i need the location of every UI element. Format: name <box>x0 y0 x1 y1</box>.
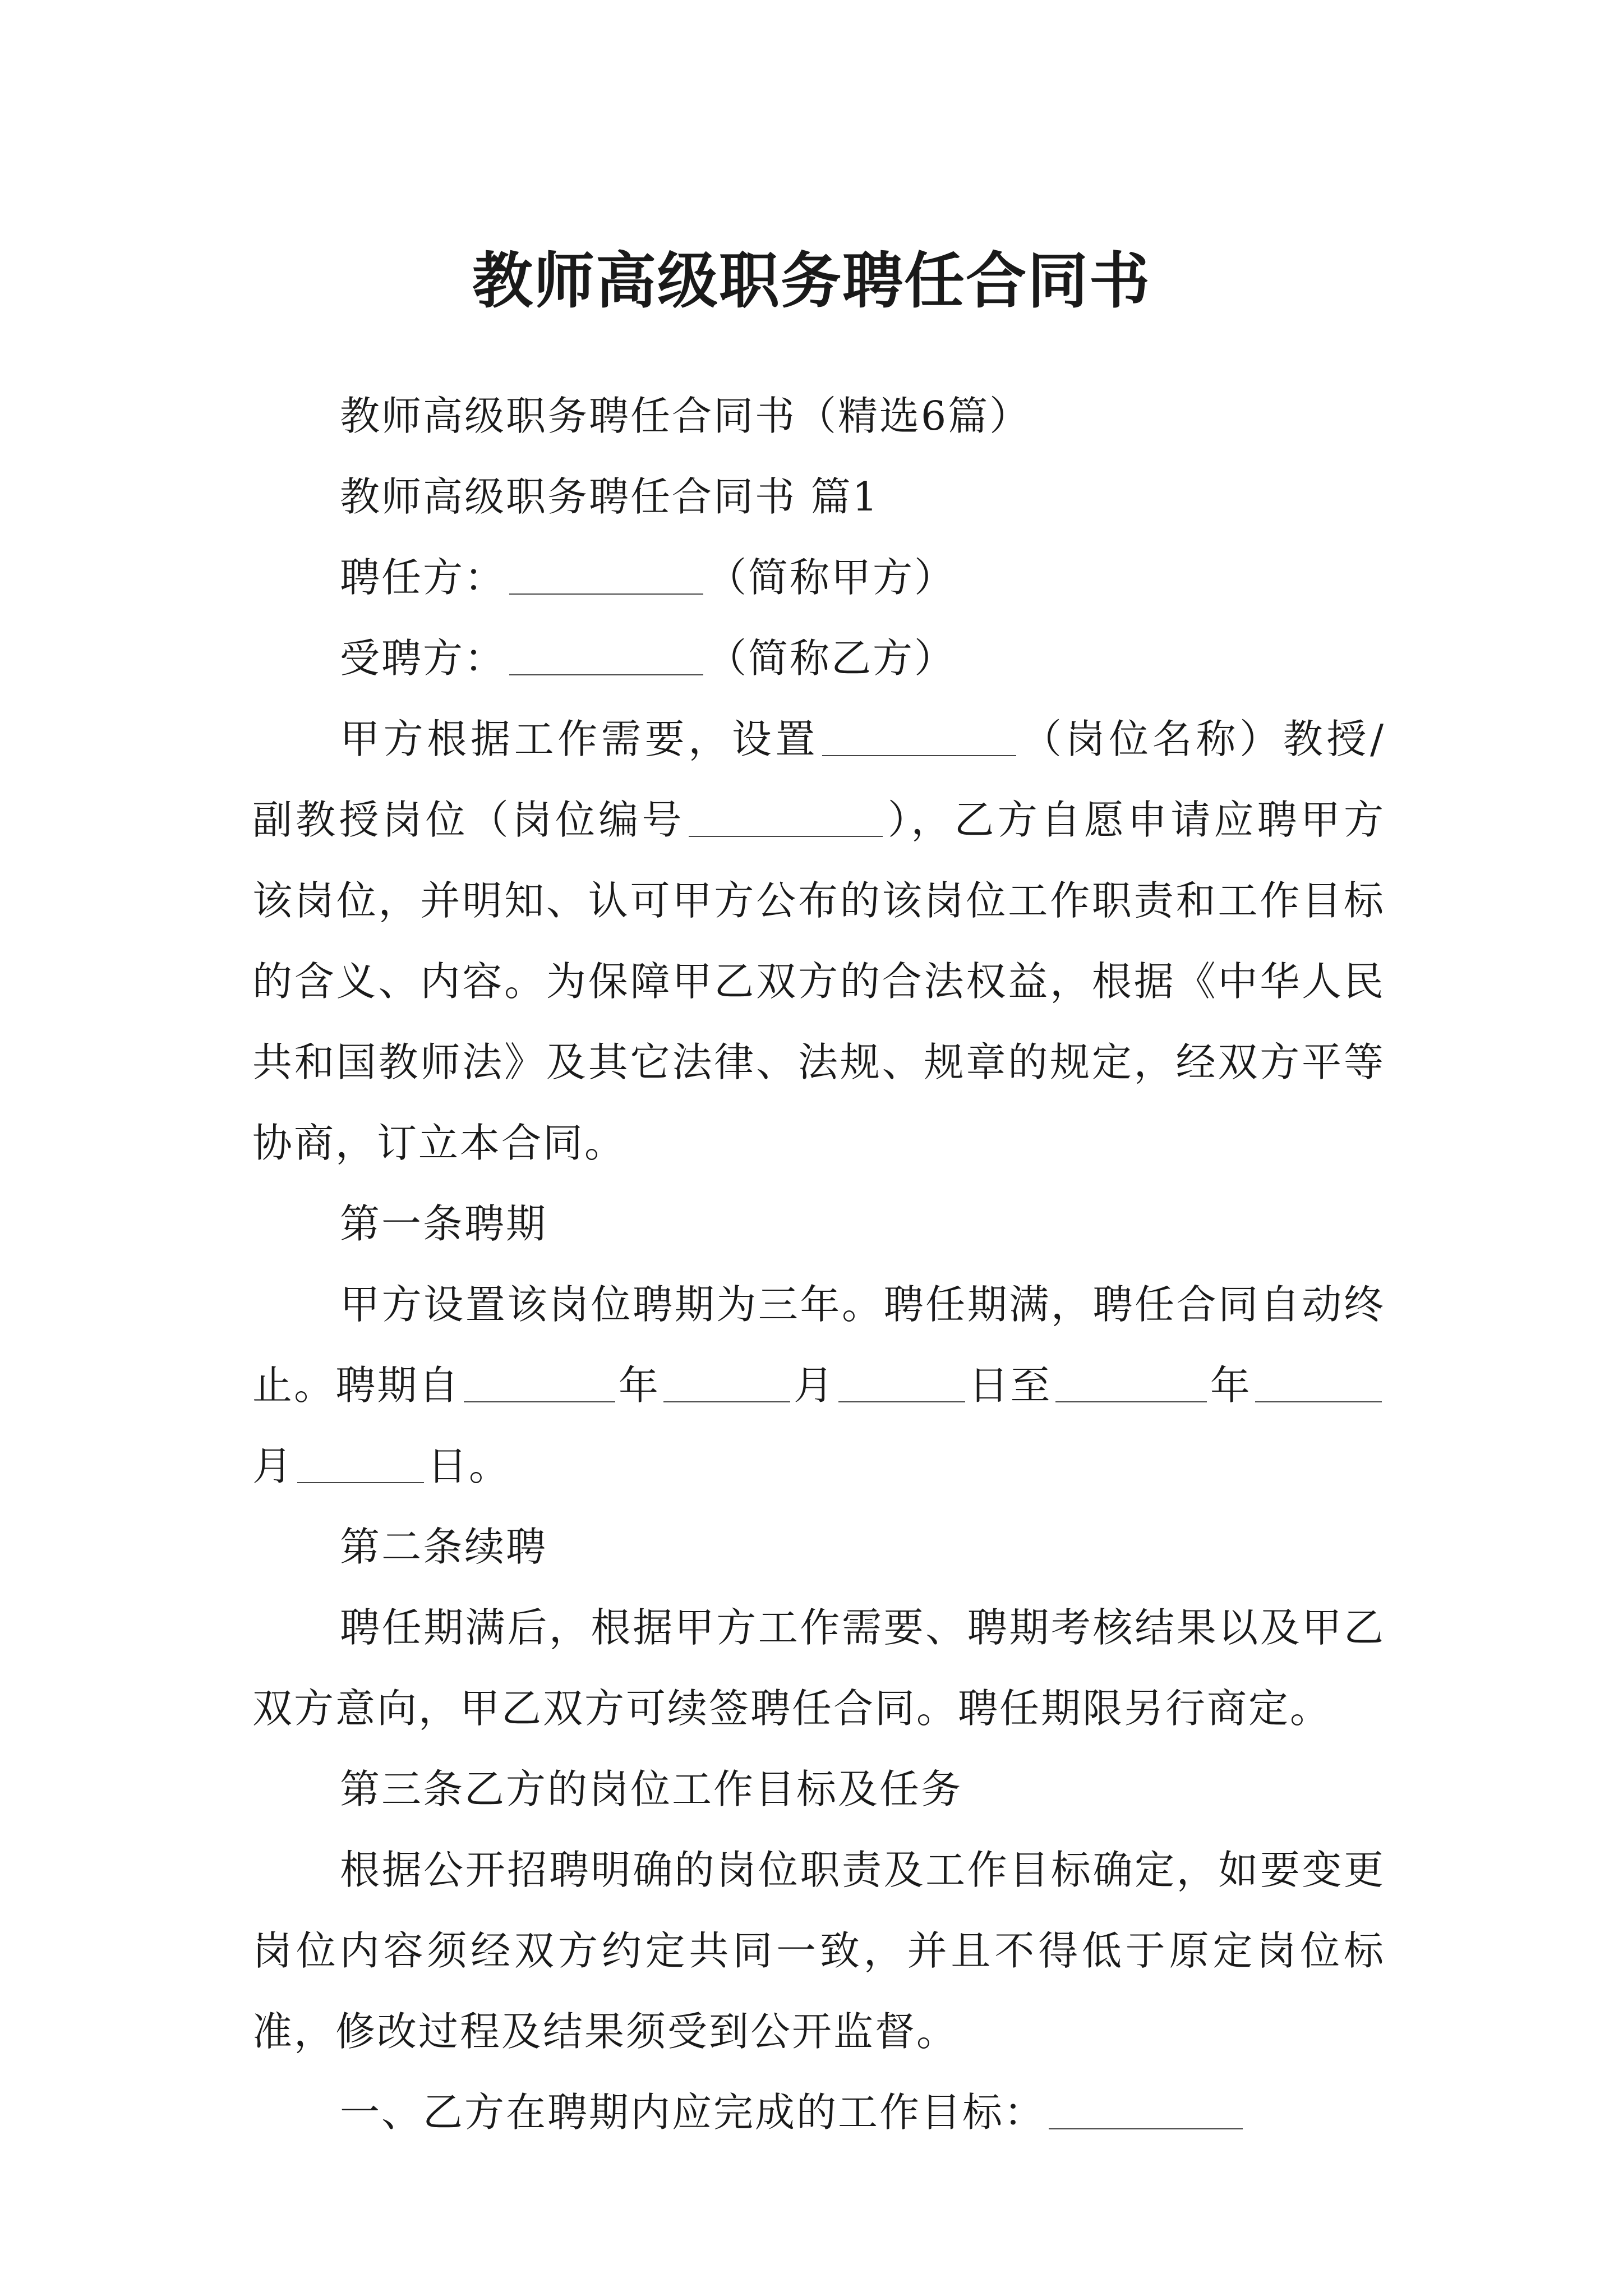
document-title: 教师高级职务聘任合同书 <box>472 246 1151 317</box>
section-heading: 教师高级职务聘任合同书 篇1 <box>340 473 879 520</box>
article3-heading: 第三条乙方的岗位工作目标及任务 <box>340 1766 963 1812</box>
article1-text: 甲方设置该岗位聘期为三年。聘任期满，聘任合同自动终止。聘期自 年 月 日至 年月 日。 <box>252 1281 1385 1489</box>
start-year-blank <box>464 1366 615 1402</box>
intro-paragraph: 甲方根据工作需要，设置 （岗位名称）教授/副教授岗位（岗位编号 ），乙方自愿申请应聘甲方该岗位，并明知、认可甲方公布的该岗位工作职责和工作目标的含义、内容。为保障甲乙双方的合法权益，根据《中华人民共和国教师法》及其它法律、法规、规章的规定，经双方平等协商，订立本合同。 <box>252 716 1385 1166</box>
position-number-blank <box>689 801 883 837</box>
start-month-blank <box>663 1366 790 1402</box>
document-body <box>252 376 1385 2153</box>
start-day-blank <box>838 1366 965 1402</box>
end-month-blank <box>1255 1366 1382 1402</box>
article1-heading: 第一条聘期 <box>340 1200 548 1247</box>
employer-blank <box>509 559 703 595</box>
employee-line: 受聘方： （简称乙方） <box>340 635 956 682</box>
position-name-blank <box>822 720 1016 756</box>
article3-text: 根据公开招聘明确的岗位职责及工作目标确定，如要变更岗位内容须经双方约定共同一致，并且不得低于原定岗位标准，修改过程及结果须受到公开监督。 <box>252 1847 1385 2055</box>
employee-blank <box>509 639 703 675</box>
item1-line: 一、乙方在聘期内应完成的工作目标： <box>252 2072 1385 2153</box>
end-year-blank <box>1055 1366 1207 1402</box>
subtitle: 教师高级职务聘任合同书（精选6篇） <box>340 393 1031 439</box>
employer-line: 聘任方： （简称甲方） <box>340 554 956 601</box>
article2-text: 聘任期满后，根据甲方工作需要、聘期考核结果以及甲乙双方意向，甲乙双方可续签聘任合同。聘任期限另行商定。 <box>252 1604 1385 1732</box>
end-day-blank <box>297 1447 424 1483</box>
work-goal-blank <box>1049 2093 1243 2129</box>
article2-heading: 第二条续聘 <box>340 1524 548 1570</box>
